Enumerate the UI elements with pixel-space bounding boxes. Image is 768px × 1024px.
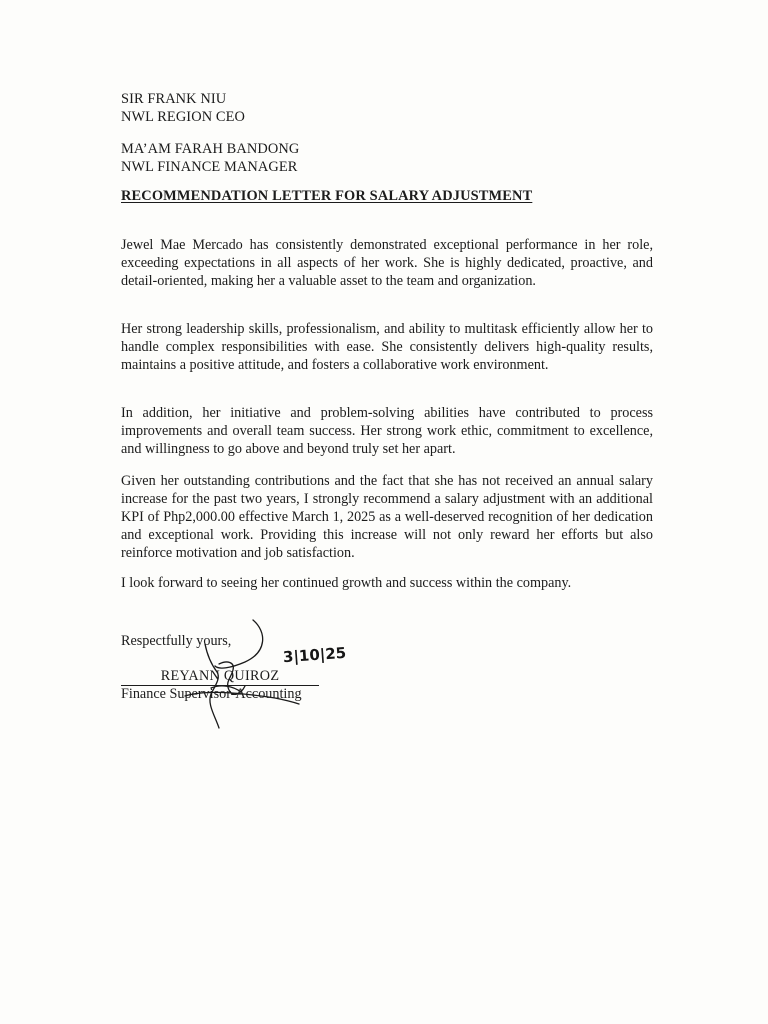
recipient-title: NWL FINANCE MANAGER [121,159,298,175]
recipient-name: MA’AM FARAH BANDONG [121,141,300,157]
body-paragraph: Given her outstanding contributions and the fact that she has not received an annual salary increase for the past two years, I strongly recommend a salary adjustment with an additional KPI of Php2,000.00 effective March 1, 2025 as a well-deserved recognition of her dedication and exceptional work. Providing this increase will not only reward her efforts but also reinforce motivation and job satisfaction. [121,473,653,561]
body-paragraph: I look forward to seeing her continued growth and success within the company. [121,575,572,591]
handwritten-date: 3|10|25 [282,643,347,667]
recipient-block-2 [121,140,299,176]
closing-salutation: Respectfully yours, [121,633,232,649]
body-paragraph: Jewel Mae Mercado has consistently demonstrated exceptional performance in her role, exceeding expectations in all aspects of her work. She is highly dedicated, proactive, and detail-oriented, making her a valuable asset to the team and organization. [121,237,653,289]
letter-subject: RECOMMENDATION LETTER FOR SALARY ADJUSTMENT [121,188,533,204]
signatory-name: REYANN QUIROZ [121,668,319,686]
recipient-name: SIR FRANK NIU [121,91,227,107]
recipient-title: NWL REGION CEO [121,109,245,125]
signature-mark [175,612,325,737]
recipient-block-1 [121,90,245,126]
body-paragraph: In addition, her initiative and problem-solving abilities have contributed to process improvements and overall team success. Her strong work ethic, commitment to excellence, and willingness to go above and beyond truly set her apart. [121,405,653,457]
signatory-title: Finance Supervisor-Accounting [121,686,302,702]
body-paragraph: Her strong leadership skills, professionalism, and ability to multitask efficiently allow her to handle complex responsibilities with ease. She consistently delivers high-quality results, maintains a positive attitude, and fosters a collaborative work environment. [121,321,653,373]
